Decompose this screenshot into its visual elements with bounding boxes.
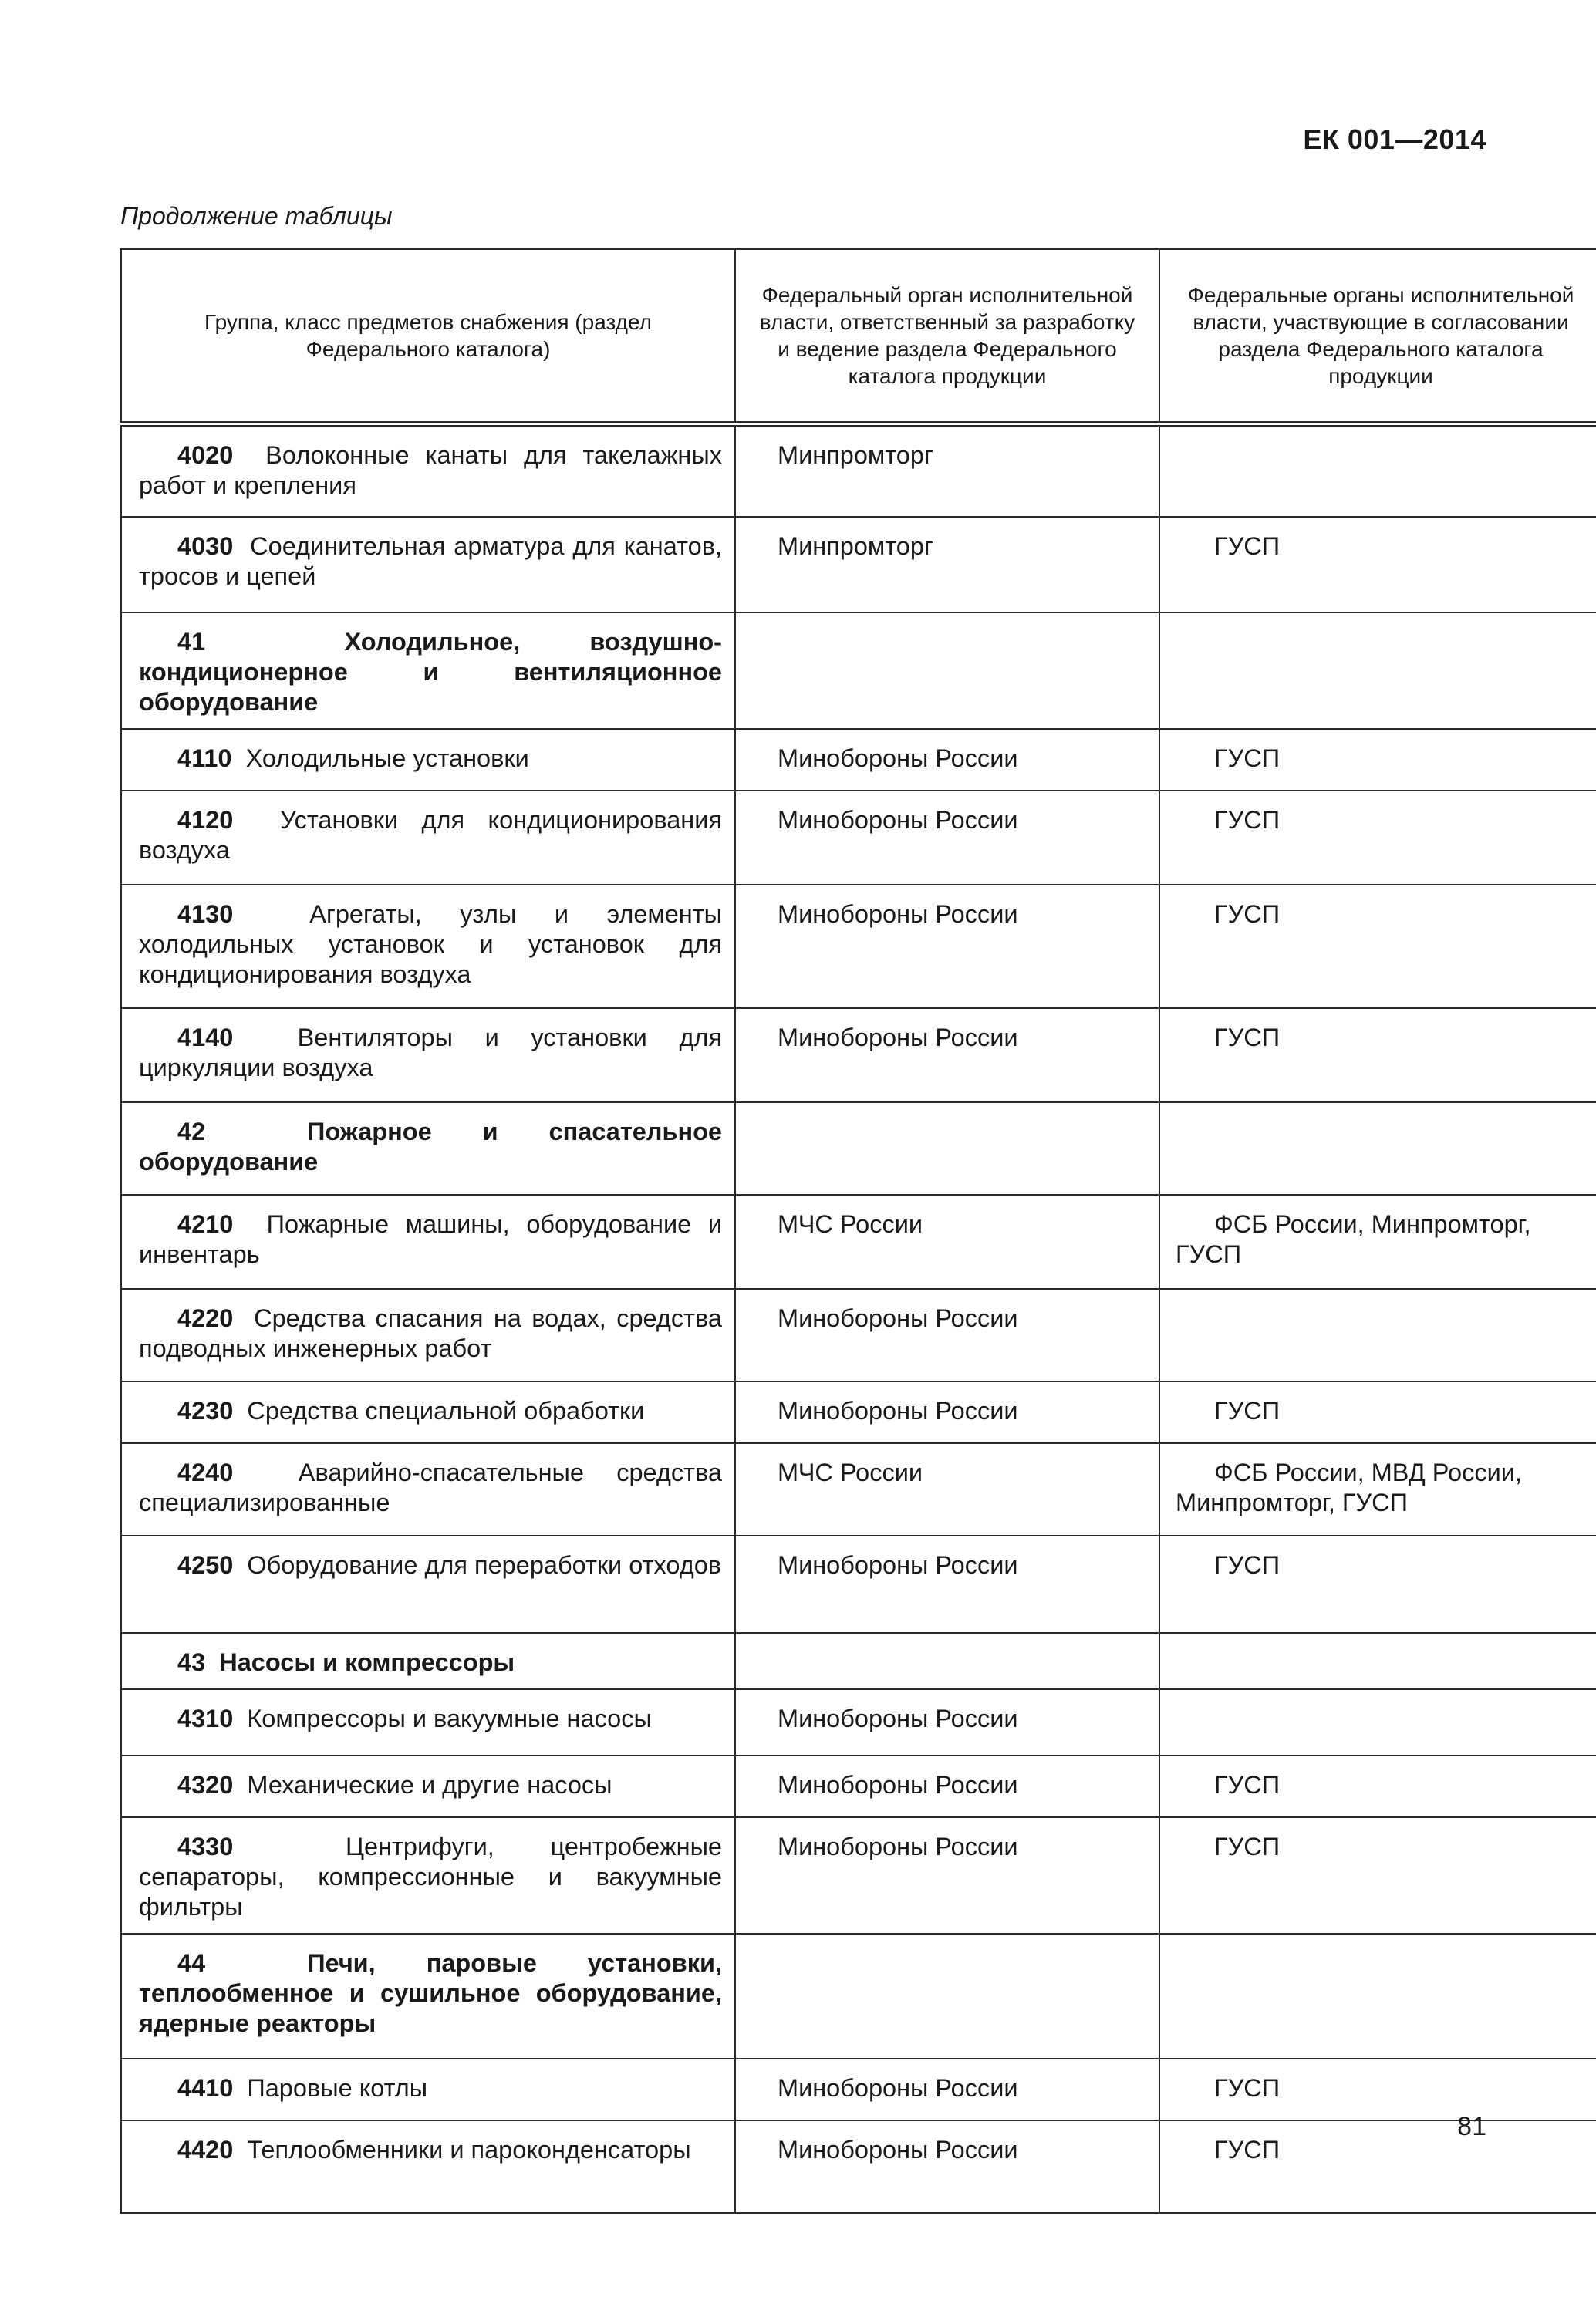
- item-name: Холодильное, воздушно-кондиционерное и вентиляционное оборудование: [139, 627, 722, 716]
- item-code: 4020: [177, 441, 234, 469]
- cell-group-class: [121, 1536, 735, 1633]
- participants-text: ГУСП: [1214, 1396, 1281, 1425]
- cell-group-class: [121, 729, 735, 791]
- cell-responsible-authority: Минобороны России: [735, 729, 1159, 791]
- item-name: Установки для кондиционирования воздуха: [139, 805, 722, 864]
- cell-responsible-authority: [735, 1102, 1159, 1195]
- cell-responsible-authority: Минобороны России: [735, 1289, 1159, 1381]
- table-row: [121, 1008, 1596, 1102]
- participants-text: ФСБ России, Минпромторг, ГУСП: [1176, 1209, 1531, 1268]
- item-code: 4320: [177, 1770, 234, 1799]
- item-code: 44: [177, 1948, 206, 1977]
- cell-participating-authorities: [1159, 1381, 1596, 1443]
- table-row: [121, 1289, 1596, 1381]
- item-code: 42: [177, 1117, 206, 1145]
- item-code: 4330: [177, 1832, 234, 1860]
- cell-group-class: [121, 1381, 735, 1443]
- page-number: 81: [1457, 2112, 1486, 2141]
- table-row: [121, 1756, 1596, 1817]
- item-code: 4410: [177, 2073, 234, 2102]
- cell-participating-authorities: [1159, 517, 1596, 612]
- cell-responsible-authority: Минобороны России: [735, 1689, 1159, 1756]
- table-header: [121, 249, 1596, 424]
- participants-text: ГУСП: [1214, 1023, 1281, 1051]
- cell-group-class: [121, 1443, 735, 1536]
- cell-participating-authorities: [1159, 729, 1596, 791]
- table-row: [121, 1443, 1596, 1536]
- cell-group-class: [121, 1195, 735, 1289]
- item-name: Механические и другие насосы: [247, 1770, 612, 1799]
- item-name: Холодильные установки: [245, 744, 529, 772]
- cell-group-class: [121, 791, 735, 885]
- cell-participating-authorities: [1159, 1934, 1596, 2059]
- cell-responsible-authority: МЧС России: [735, 1195, 1159, 1289]
- cell-responsible-authority: Минобороны России: [735, 2059, 1159, 2120]
- cell-responsible-authority: Минпромторг: [735, 424, 1159, 517]
- cell-responsible-authority: [735, 1934, 1159, 2059]
- cell-group-class: [121, 2059, 735, 2120]
- cell-participating-authorities: [1159, 2059, 1596, 2120]
- item-code: 4420: [177, 2135, 234, 2164]
- cell-participating-authorities: [1159, 791, 1596, 885]
- cell-participating-authorities: [1159, 1633, 1596, 1689]
- item-code: 4120: [177, 805, 234, 834]
- cell-group-class: [121, 1756, 735, 1817]
- item-code: 4250: [177, 1550, 234, 1579]
- item-code: 41: [177, 627, 206, 656]
- item-name: Паровые котлы: [247, 2073, 428, 2102]
- table-row: [121, 517, 1596, 612]
- cell-participating-authorities: [1159, 1195, 1596, 1289]
- cell-responsible-authority: Минобороны России: [735, 885, 1159, 1008]
- cell-participating-authorities: [1159, 612, 1596, 729]
- participants-text: ГУСП: [1214, 2135, 1281, 2164]
- cell-group-class: [121, 424, 735, 517]
- table-row: [121, 1381, 1596, 1443]
- participants-text: ГУСП: [1214, 744, 1281, 772]
- item-name: Агрегаты, узлы и элементы холодильных установок и установок для кондиционирования воздуха: [139, 899, 723, 988]
- table-row: [121, 424, 1596, 517]
- item-name: Печи, паровые установки, теплообменное и сушильное оборудование, ядерные реакторы: [139, 1948, 722, 2037]
- header-group-class: Группа, класс предметов снабжения (раздел Федерального каталога): [121, 249, 735, 424]
- table-row: [121, 885, 1596, 1008]
- group-row: [121, 1102, 1596, 1195]
- cell-participating-authorities: [1159, 1443, 1596, 1536]
- cell-group-class: [121, 1102, 735, 1195]
- item-name: Компрессоры и вакуумные насосы: [247, 1704, 652, 1732]
- table-row: [121, 1536, 1596, 1633]
- participants-text: ФСБ России, МВД России, Минпромторг, ГУСП: [1176, 1458, 1522, 1516]
- cell-group-class: [121, 612, 735, 729]
- item-code: 4310: [177, 1704, 234, 1732]
- cell-responsible-authority: Минобороны России: [735, 1817, 1159, 1934]
- header-participating-authorities: Федеральные органы исполнительной власти, участвующие в согласовании раздела Федерального каталога продукции: [1159, 249, 1596, 424]
- participants-text: ГУСП: [1214, 531, 1281, 560]
- item-code: 4210: [177, 1209, 234, 1238]
- item-code: 4030: [177, 531, 234, 560]
- table-row: [121, 2120, 1596, 2213]
- cell-group-class: [121, 517, 735, 612]
- cell-group-class: [121, 1689, 735, 1756]
- cell-group-class: [121, 1008, 735, 1102]
- document-code: ЕК 001—2014: [1303, 123, 1486, 155]
- cell-group-class: [121, 2120, 735, 2213]
- cell-group-class: [121, 1817, 735, 1934]
- cell-responsible-authority: Минобороны России: [735, 1381, 1159, 1443]
- cell-responsible-authority: Минобороны России: [735, 1008, 1159, 1102]
- cell-participating-authorities: [1159, 1756, 1596, 1817]
- participants-text: ГУСП: [1214, 2073, 1281, 2102]
- participants-text: ГУСП: [1214, 899, 1281, 928]
- item-name: Средства специальной обработки: [247, 1396, 645, 1425]
- participants-text: ГУСП: [1214, 1832, 1281, 1860]
- table-row: [121, 2059, 1596, 2120]
- catalog-table: [120, 248, 1596, 2214]
- item-name: Пожарные машины, оборудование и инвентарь: [139, 1209, 723, 1268]
- cell-group-class: [121, 1934, 735, 2059]
- cell-participating-authorities: [1159, 424, 1596, 517]
- item-code: 4110: [177, 744, 232, 772]
- participants-text: ГУСП: [1214, 1550, 1281, 1579]
- item-code: 4220: [177, 1304, 234, 1332]
- header-row: [121, 249, 1596, 424]
- item-name: Центрифуги, центробежные сепараторы, компрессионные и вакуумные фильтры: [139, 1832, 723, 1921]
- cell-participating-authorities: [1159, 885, 1596, 1008]
- table-row: [121, 1817, 1596, 1934]
- item-name: Насосы и компрессоры: [219, 1648, 515, 1676]
- cell-group-class: [121, 1289, 735, 1381]
- cell-responsible-authority: [735, 612, 1159, 729]
- cell-participating-authorities: [1159, 1289, 1596, 1381]
- item-code: 4140: [177, 1023, 234, 1051]
- cell-participating-authorities: [1159, 1008, 1596, 1102]
- cell-participating-authorities: [1159, 1689, 1596, 1756]
- item-name: Волоконные канаты для такелажных работ и крепления: [139, 441, 722, 499]
- table-row: [121, 791, 1596, 885]
- item-name: Соединительная арматура для канатов, тросов и цепей: [139, 531, 722, 590]
- participants-text: ГУСП: [1214, 805, 1281, 834]
- participants-text: ГУСП: [1214, 1770, 1281, 1799]
- table-row: [121, 1689, 1596, 1756]
- cell-responsible-authority: Минпромторг: [735, 517, 1159, 612]
- item-code: 4130: [177, 899, 234, 928]
- item-code: 4240: [177, 1458, 234, 1486]
- item-name: Оборудование для переработки отходов: [247, 1550, 722, 1579]
- cell-responsible-authority: Минобороны России: [735, 1756, 1159, 1817]
- cell-participating-authorities: [1159, 2120, 1596, 2213]
- cell-responsible-authority: [735, 1633, 1159, 1689]
- cell-group-class: [121, 1633, 735, 1689]
- table-body: [121, 424, 1596, 2213]
- item-name: Пожарное и спасательное оборудование: [139, 1117, 722, 1176]
- cell-participating-authorities: [1159, 1102, 1596, 1195]
- table-caption: Продолжение таблицы: [120, 202, 393, 230]
- cell-responsible-authority: Минобороны России: [735, 2120, 1159, 2213]
- cell-participating-authorities: [1159, 1536, 1596, 1633]
- group-row: [121, 1934, 1596, 2059]
- table-row: [121, 1195, 1596, 1289]
- item-name: Средства спасания на водах, средства подводных инженерных работ: [139, 1304, 722, 1362]
- group-row: [121, 1633, 1596, 1689]
- cell-responsible-authority: МЧС России: [735, 1443, 1159, 1536]
- item-name: Аварийно-спасательные средства специализированные: [139, 1458, 722, 1516]
- group-row: [121, 612, 1596, 729]
- cell-responsible-authority: Минобороны России: [735, 1536, 1159, 1633]
- cell-responsible-authority: Минобороны России: [735, 791, 1159, 885]
- header-responsible-authority: Федеральный орган исполнительной власти, ответственный за разработку и ведение раздела Федерального каталога продукции: [735, 249, 1159, 424]
- table-row: [121, 729, 1596, 791]
- item-name: Теплообменники и пароконденсаторы: [247, 2135, 691, 2164]
- item-code: 4230: [177, 1396, 234, 1425]
- cell-participating-authorities: [1159, 1817, 1596, 1934]
- cell-group-class: [121, 885, 735, 1008]
- item-name: Вентиляторы и установки для циркуляции воздуха: [139, 1023, 722, 1081]
- item-code: 43: [177, 1648, 206, 1676]
